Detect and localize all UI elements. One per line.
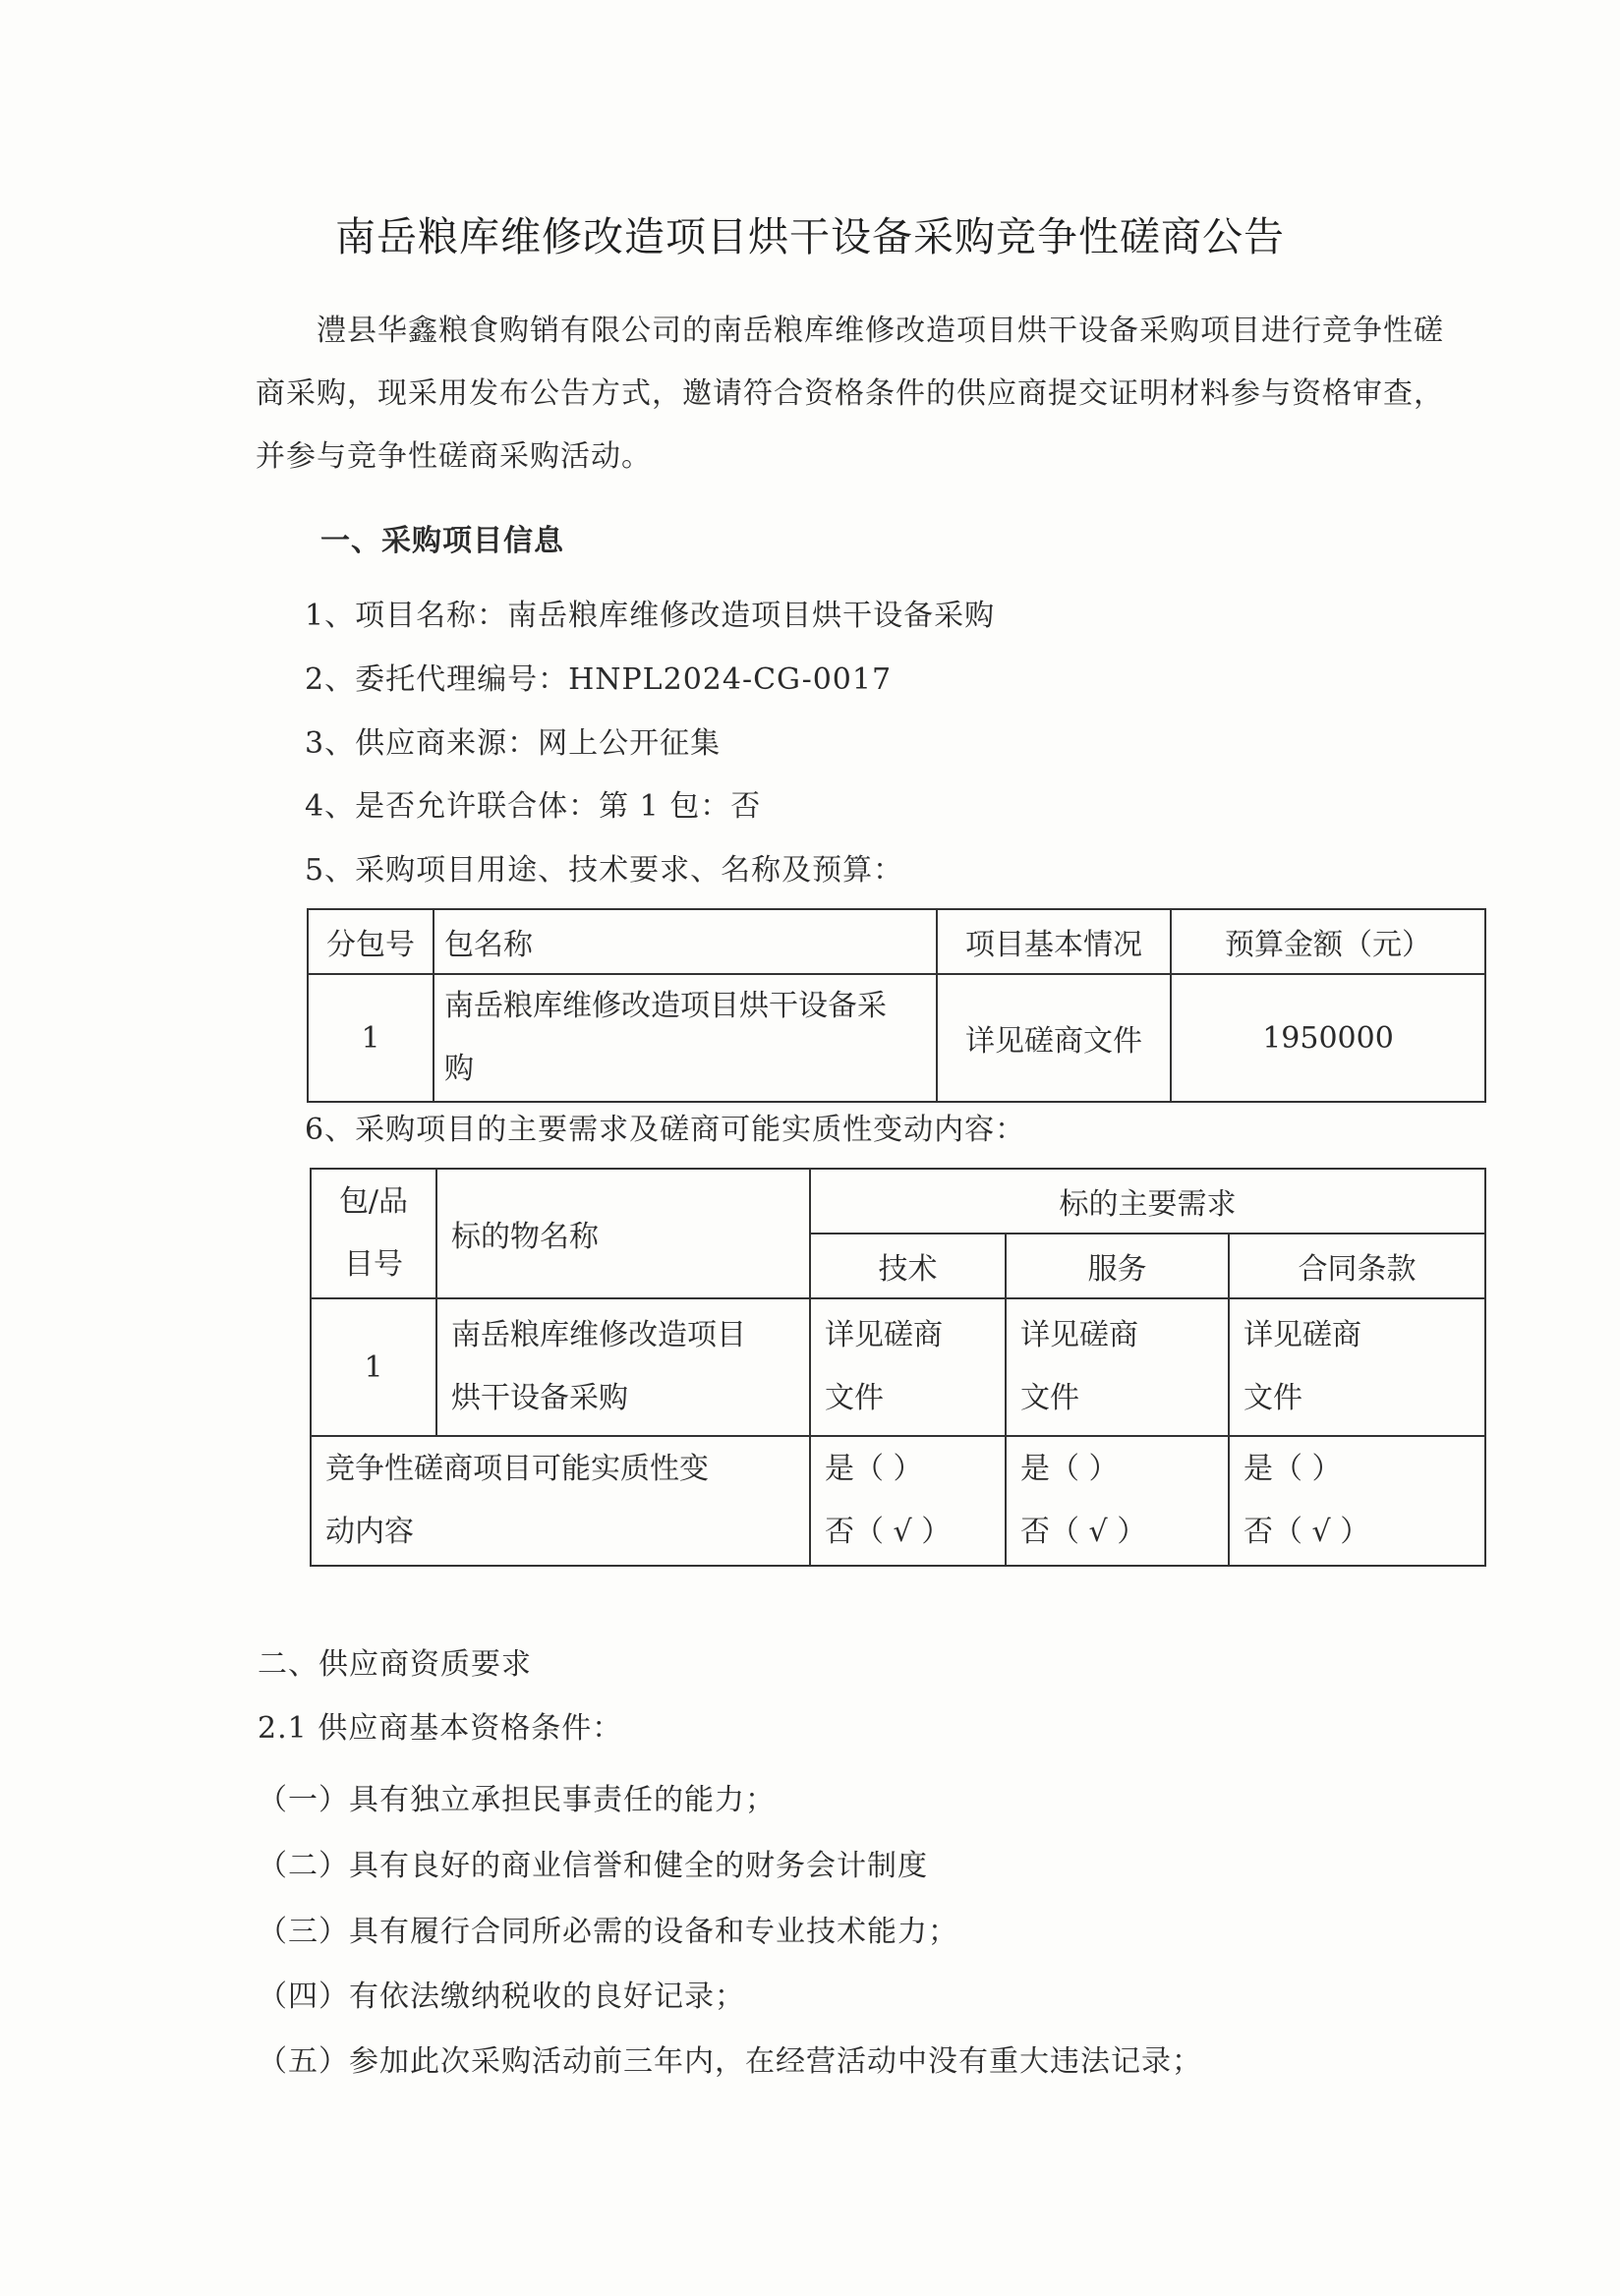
change-label-line1: 竞争性磋商项目可能实质性变 (325, 1452, 709, 1486)
package-name-line2: 购 (444, 1052, 474, 1086)
technical-no: 否（ √ ） (825, 1515, 952, 1549)
subject-name-line2: 烘干设备采购 (451, 1381, 628, 1415)
header-contract-terms: 合同条款 (1229, 1234, 1485, 1298)
header-item-no-line1: 包/品 (338, 1184, 409, 1219)
subject-name-line1: 南岳粮库维修改造项目 (451, 1318, 746, 1352)
contract-no: 否（ √ ） (1244, 1515, 1370, 1549)
qualification-2: （二）具有良好的商业信誉和健全的财务会计制度 (258, 1849, 928, 1883)
service-no: 否（ √ ） (1020, 1515, 1147, 1549)
item-2: 2、委托代理编号：HNPL2024-CG-0017 (305, 662, 893, 697)
header-technical: 技术 (810, 1234, 1006, 1298)
package-name-line1: 南岳粮库维修改造项目烘干设备采 (444, 989, 887, 1023)
technical-line2: 文件 (825, 1381, 884, 1415)
cell-budget: 1950000 (1171, 974, 1485, 1102)
item-4: 4、是否允许联合体：第 1 包：否 (305, 789, 762, 824)
header-item-no-line2: 目号 (344, 1247, 403, 1282)
cell-package-no: 1 (308, 974, 434, 1102)
cell-item-no: 1 (311, 1298, 436, 1436)
requirements-table (310, 1168, 1486, 1567)
item-6: 6、采购项目的主要需求及磋商可能实质性变动内容： (305, 1113, 1026, 1147)
header-package-name: 包名称 (434, 909, 937, 974)
header-subject-name: 标的物名称 (436, 1169, 810, 1298)
cell-change-technical (810, 1436, 1006, 1566)
service-yes: 是（ ） (1020, 1452, 1119, 1486)
cell-change-label (311, 1436, 810, 1566)
contract-line1: 详见磋商 (1244, 1318, 1361, 1352)
cell-project-info: 详见磋商文件 (937, 974, 1171, 1102)
cell-technical (810, 1298, 1006, 1436)
header-item-no (311, 1169, 436, 1298)
cell-service (1006, 1298, 1229, 1436)
qualification-5: （五）参加此次采购活动前三年内，在经营活动中没有重大违法记录； (258, 2044, 1202, 2079)
qualification-3: （三）具有履行合同所必需的设备和专业技术能力； (258, 1915, 958, 1949)
header-package-no: 分包号 (308, 909, 434, 974)
header-project-info: 项目基本情况 (937, 909, 1171, 974)
contract-line2: 文件 (1244, 1381, 1302, 1415)
item-3: 3、供应商来源：网上公开征集 (305, 726, 722, 761)
item-1: 1、项目名称：南岳粮库维修改造项目烘干设备采购 (305, 599, 996, 633)
section2-sub: 2.1 供应商基本资格条件： (258, 1711, 623, 1746)
header-service: 服务 (1006, 1234, 1229, 1298)
header-main-requirements: 标的主要需求 (810, 1169, 1485, 1234)
page-title: 南岳粮库维修改造项目烘干设备采购竞争性磋商公告 (335, 213, 1285, 260)
section1-heading: 一、采购项目信息 (320, 524, 564, 558)
service-line1: 详见磋商 (1020, 1318, 1138, 1352)
cell-subject-name (436, 1298, 810, 1436)
cell-package-name (434, 974, 937, 1102)
section2-heading: 二、供应商资质要求 (258, 1647, 532, 1682)
budget-table (307, 908, 1486, 1103)
service-line2: 文件 (1020, 1381, 1079, 1415)
technical-line1: 详见磋商 (825, 1318, 943, 1352)
technical-yes: 是（ ） (825, 1452, 923, 1486)
qualification-1: （一）具有独立承担民事责任的能力； (258, 1783, 776, 1817)
item-5: 5、采购项目用途、技术要求、名称及预算： (305, 853, 904, 888)
header-budget: 预算金额（元） (1171, 909, 1485, 974)
intro-paragraph: 澧县华鑫粮食购销有限公司的南岳粮库维修改造项目烘干设备采购项目进行竞争性磋商采购，现采用发布公告方式，邀请符合资格条件的供应商提交证明材料参与资格审查，并参与竞争性磋商采购活动。 (256, 314, 1444, 474)
cell-change-contract (1229, 1436, 1485, 1566)
contract-yes: 是（ ） (1244, 1452, 1342, 1486)
change-label-line2: 动内容 (325, 1515, 414, 1549)
cell-change-service (1006, 1436, 1229, 1566)
cell-contract-terms (1229, 1298, 1485, 1436)
qualification-4: （四）有依法缴纳税收的良好记录； (258, 1980, 745, 2014)
